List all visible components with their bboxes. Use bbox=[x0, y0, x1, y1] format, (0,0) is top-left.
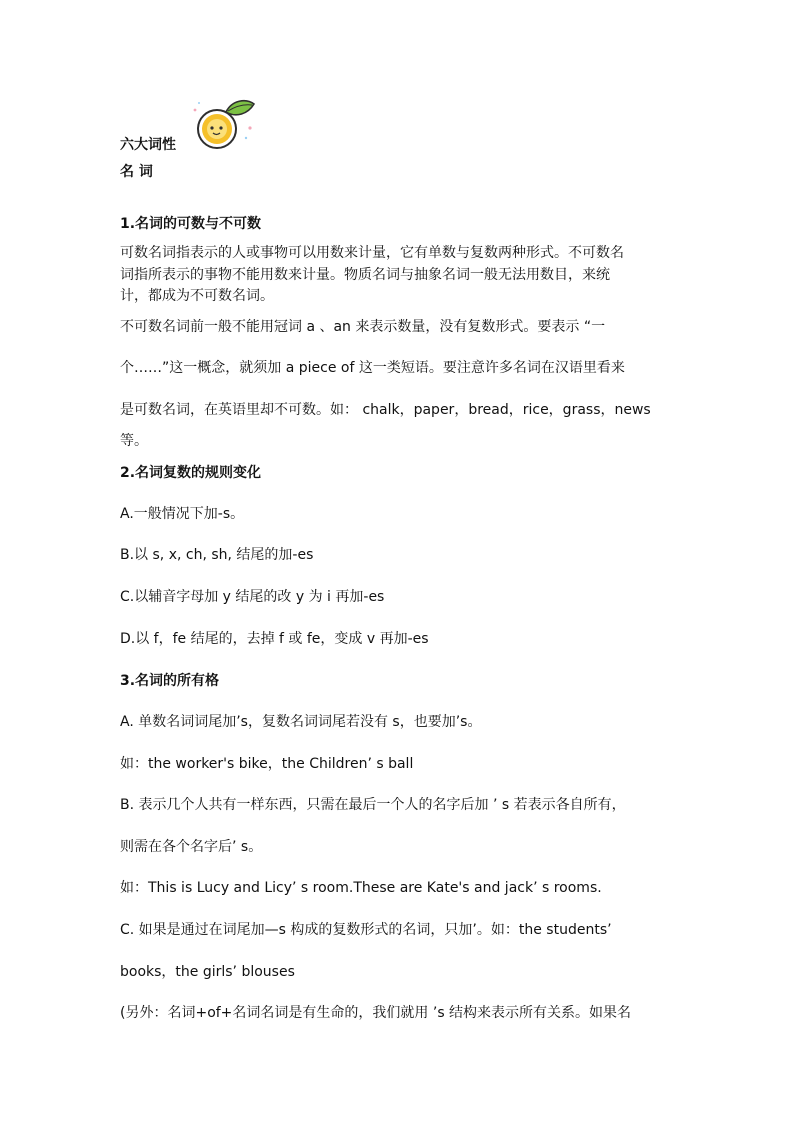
paragraph-2-line-3: 是可数名词，在英语里却不可数。如： chalk，paper，bread，rice，grass，news bbox=[120, 402, 651, 418]
rule-b: B.以 s, x, ch, sh, 结尾的加-es bbox=[120, 547, 314, 563]
paragraph-1-line-2: 词指所表示的事物不能用数来计量。物质名词与抽象名词一般无法用数目，来统 bbox=[120, 267, 610, 283]
doc-subtitle: 名 词 bbox=[120, 164, 153, 180]
possessive-c-line-2: books，the girls’ blouses bbox=[120, 964, 295, 980]
paragraph-2-line-2: 个……”这一概念，就须加 a piece of 这一类短语。要注意许多名词在汉语里看来 bbox=[120, 360, 625, 376]
possessive-c-line-1: C. 如果是通过在词尾加—s 构成的复数形式的名词，只加’。如：the students’ bbox=[120, 922, 612, 938]
section-3-heading: 3.名词的所有格 bbox=[120, 673, 220, 689]
paragraph-2-line-4: 等。 bbox=[120, 433, 148, 449]
doc-title: 六大词性 bbox=[120, 137, 176, 153]
paragraph-2-line-1: 不可数名词前一般不能用冠词 a 、an 来表示数量，没有复数形式。要表示 “一 bbox=[120, 319, 606, 335]
lemon-icon bbox=[190, 98, 258, 150]
rule-d: D.以 f，fe 结尾的，去掉 f 或 fe，变成 v 再加-es bbox=[120, 631, 429, 647]
rule-a: A.一般情况下加-s。 bbox=[120, 506, 245, 522]
possessive-a: A. 单数名词词尾加’s，复数名词词尾若没有 s，也要加’s。 bbox=[120, 714, 482, 730]
possessive-b-example: 如：This is Lucy and Licy’ s room.These are Kate's and jack’ s rooms. bbox=[120, 880, 602, 896]
section-2-heading: 2.名词复数的规则变化 bbox=[120, 465, 262, 481]
section-1-heading: 1.名词的可数与不可数 bbox=[120, 216, 262, 232]
rule-c: C.以辅音字母加 y 结尾的改 y 为 i 再加-es bbox=[120, 589, 385, 605]
paragraph-1-line-3: 计，都成为不可数名词。 bbox=[120, 288, 274, 304]
possessive-b-line-2: 则需在各个名字后’ s。 bbox=[120, 839, 263, 855]
possessive-b-line-1: B. 表示几个人共有一样东西，只需在最后一个人的名字后加 ’ s 若表示各自所有， bbox=[120, 797, 626, 813]
paragraph-1-line-1: 可数名词指表示的人或事物可以用数来计量，它有单数与复数两种形式。不可数名 bbox=[120, 245, 624, 261]
note-line: (另外：名词+of+名词名词是有生命的，我们就用 ’s 结构来表示所有关系。如果名 bbox=[120, 1005, 632, 1021]
possessive-a-example: 如：the worker's bike，the Children’ s ball bbox=[120, 756, 414, 772]
